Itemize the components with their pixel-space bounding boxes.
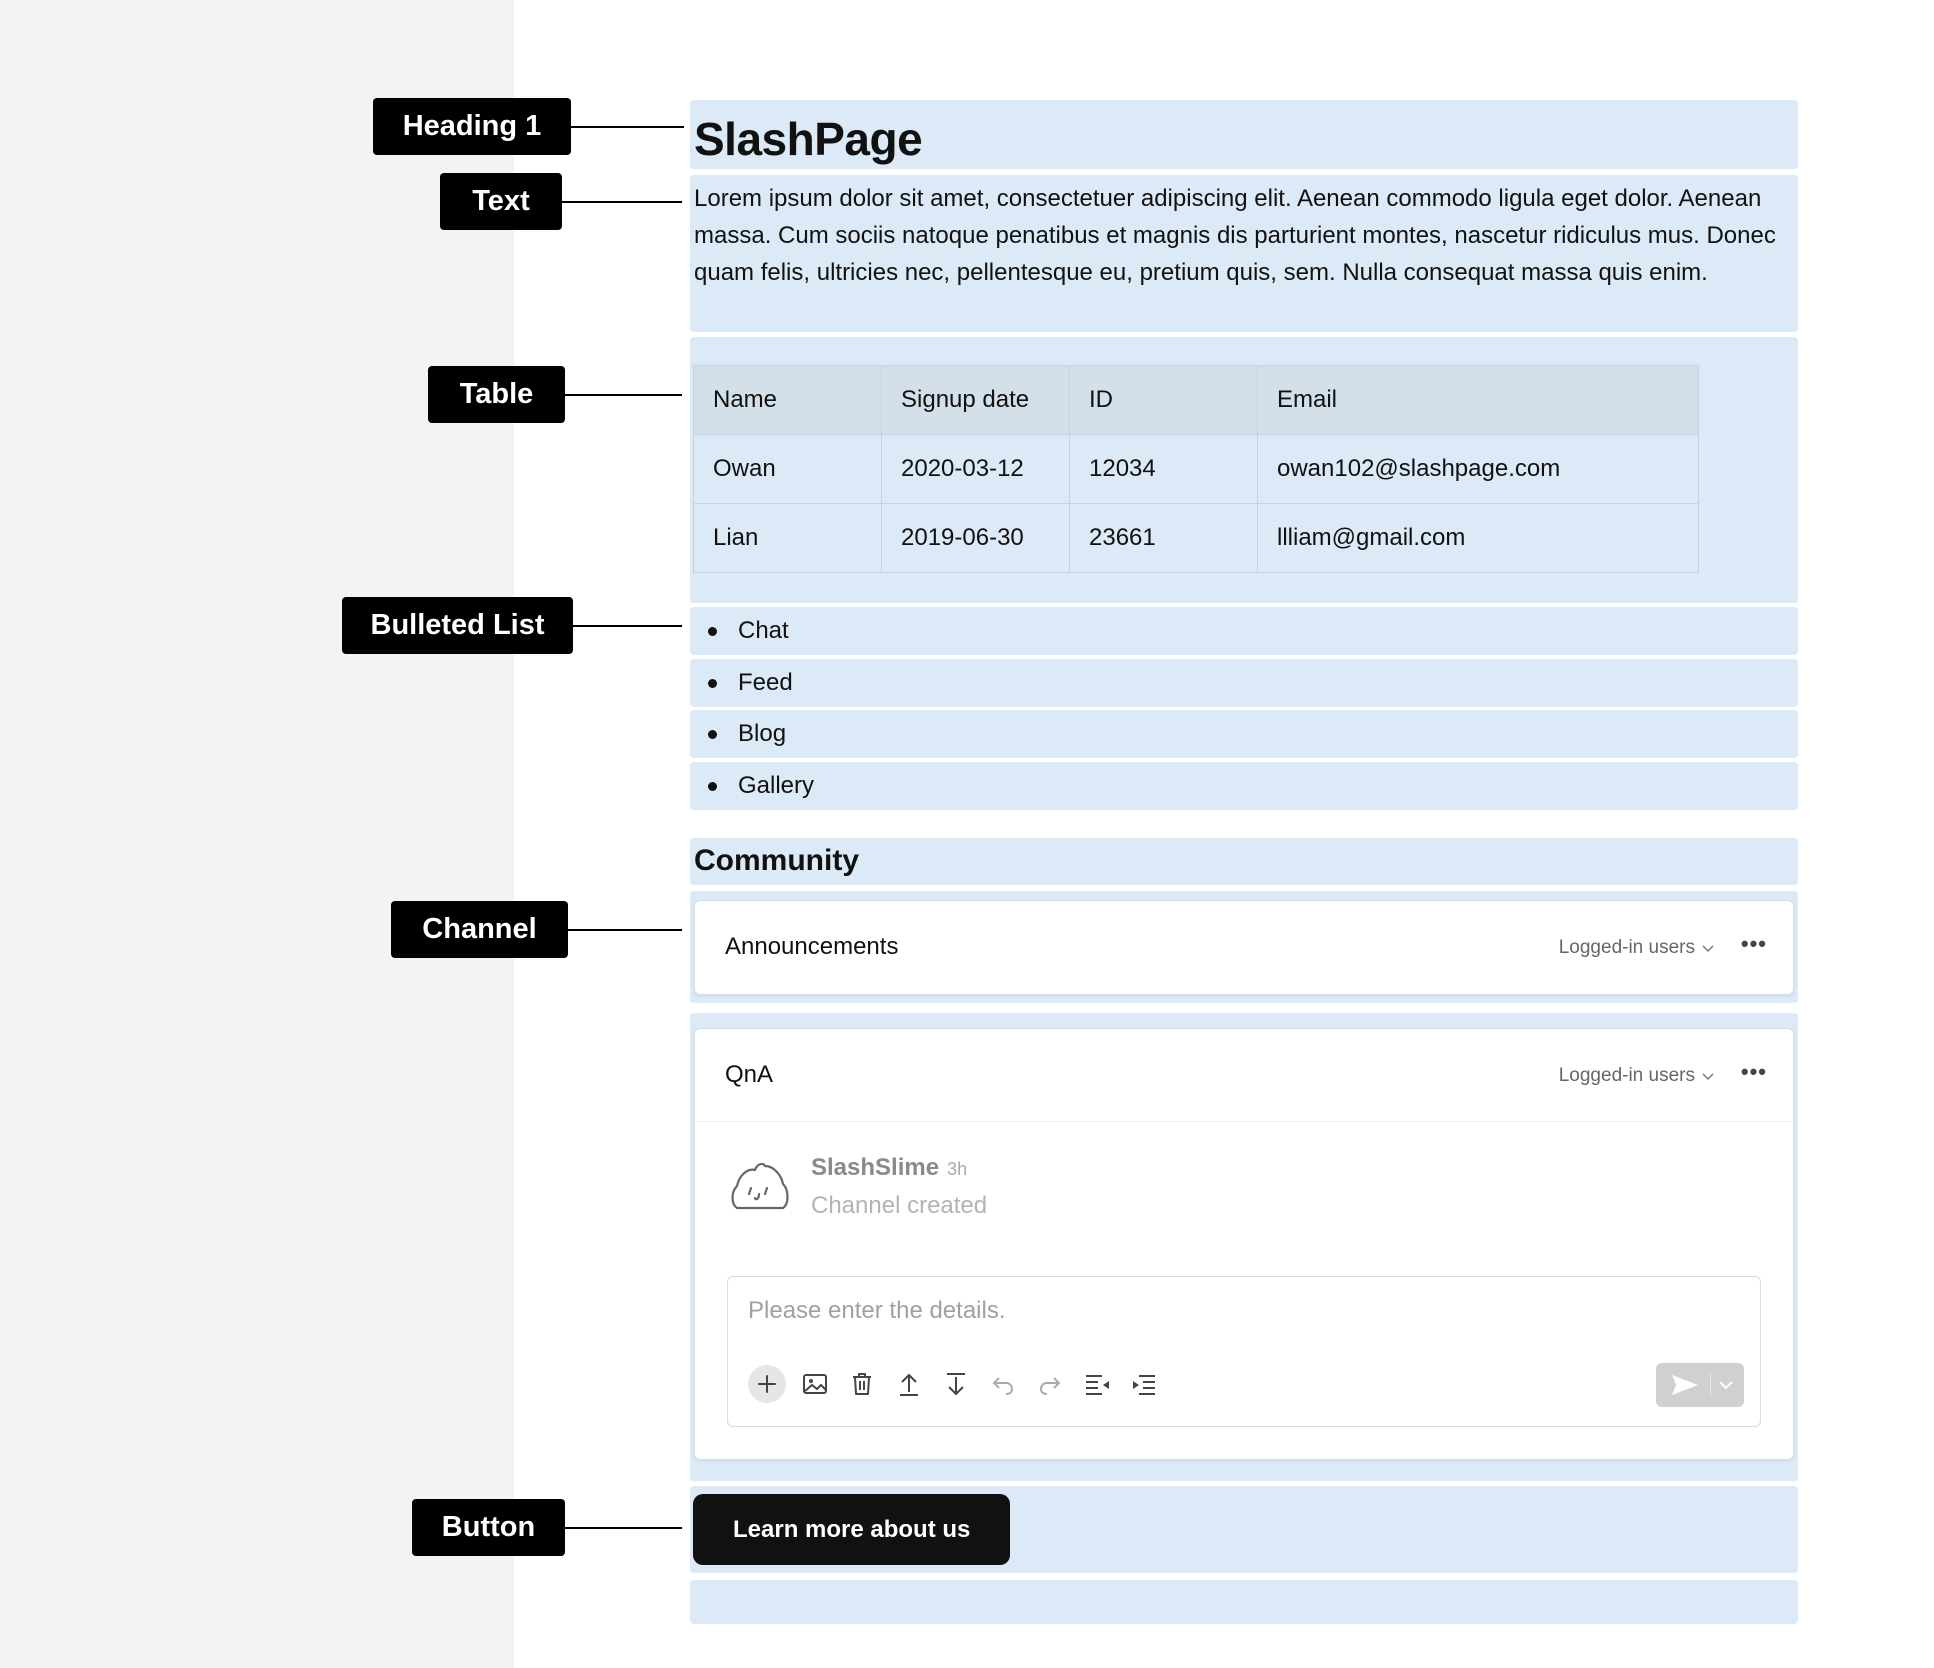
community-heading-block[interactable]: [690, 838, 1798, 885]
annotation-table-label: Table: [428, 366, 565, 423]
table-row: [694, 435, 1699, 504]
bullet-item[interactable]: [690, 710, 1798, 758]
move-down-icon[interactable]: [938, 1366, 974, 1402]
table-header-cell[interactable]: Name: [694, 366, 882, 435]
message-time: 3h: [947, 1159, 968, 1179]
learn-more-button[interactable]: Learn more about us: [693, 1494, 1010, 1565]
bullet-item[interactable]: [690, 659, 1798, 707]
table-header-cell[interactable]: Signup date: [882, 366, 1070, 435]
slime-avatar-icon: [729, 1158, 791, 1214]
table-cell[interactable]: 23661: [1070, 504, 1258, 573]
undo-icon[interactable]: [985, 1366, 1021, 1402]
data-table: [693, 365, 1699, 573]
message-body: Channel created: [811, 1192, 988, 1219]
annotation-table: [428, 366, 682, 423]
annotation-button: [412, 1499, 682, 1556]
bullet-text: Blog: [738, 720, 787, 747]
bullet-text: Chat: [738, 617, 789, 644]
visibility-label: Logged-in users: [1558, 937, 1695, 958]
annotation-button-label: Button: [412, 1499, 565, 1556]
table-header-cell[interactable]: Email: [1258, 366, 1699, 435]
channel-card: [694, 1028, 1794, 1460]
channel-block-qna[interactable]: [690, 1013, 1798, 1481]
message-composer: [727, 1276, 1761, 1427]
bullet-item[interactable]: [690, 607, 1798, 655]
annotation-connector: [565, 1527, 682, 1529]
channel-name[interactable]: Announcements: [725, 933, 899, 960]
annotation-heading: [373, 98, 684, 155]
indent-icon[interactable]: [1126, 1366, 1162, 1402]
bullet-item[interactable]: [690, 762, 1798, 810]
button-block[interactable]: [690, 1486, 1798, 1573]
message-input[interactable]: [748, 1297, 1448, 1325]
annotation-heading-label: Heading 1: [373, 98, 571, 155]
table-block[interactable]: [690, 337, 1798, 603]
table-row: [694, 504, 1699, 573]
annotation-channel: [391, 901, 682, 958]
composer-toolbar: [748, 1365, 1162, 1403]
author-name: SlashSlime: [811, 1154, 940, 1181]
chevron-down-icon: [1701, 943, 1715, 953]
send-icon: [1662, 1370, 1706, 1400]
move-up-icon[interactable]: [891, 1366, 927, 1402]
bullet-dot: [708, 730, 717, 739]
bullet-dot: [708, 679, 717, 688]
annotation-connector: [562, 201, 682, 203]
annotation-channel-label: Channel: [391, 901, 568, 958]
channel-name[interactable]: QnA: [725, 1061, 774, 1088]
section-heading: Community: [694, 844, 859, 877]
send-separator: [1710, 1374, 1711, 1396]
bullet-dot: [708, 782, 717, 791]
annotation-connector: [565, 394, 682, 396]
table-cell[interactable]: 2020-03-12: [882, 435, 1070, 504]
send-button[interactable]: [1656, 1363, 1744, 1407]
chevron-down-icon: [1701, 1071, 1715, 1081]
more-icon[interactable]: •••: [1740, 931, 1767, 956]
annotation-text: [440, 173, 682, 230]
more-icon[interactable]: •••: [1740, 1059, 1767, 1084]
table-header-cell[interactable]: ID: [1070, 366, 1258, 435]
empty-block[interactable]: [690, 1580, 1798, 1624]
outdent-icon[interactable]: [1079, 1366, 1115, 1402]
table-cell[interactable]: llliam@gmail.com: [1258, 504, 1699, 573]
annotation-connector: [571, 126, 684, 128]
table-cell[interactable]: owan102@slashpage.com: [1258, 435, 1699, 504]
text-block[interactable]: [690, 175, 1798, 332]
message-author[interactable]: [811, 1154, 967, 1182]
heading-block[interactable]: [690, 100, 1798, 169]
redo-icon[interactable]: [1032, 1366, 1068, 1402]
table-cell[interactable]: Lian: [694, 504, 882, 573]
table-header-row: [694, 366, 1699, 435]
bullet-text: Feed: [738, 669, 793, 696]
visibility-dropdown[interactable]: [1559, 1065, 1715, 1087]
visibility-label: Logged-in users: [1558, 1065, 1695, 1086]
page-title: SlashPage: [694, 113, 923, 165]
message-item: [695, 1122, 1793, 1278]
table-cell[interactable]: Owan: [694, 435, 882, 504]
channel-card: [694, 900, 1794, 995]
chevron-down-icon[interactable]: [1715, 1377, 1737, 1393]
bullet-dot: [708, 627, 717, 636]
bullet-text: Gallery: [738, 772, 815, 799]
plus-icon[interactable]: [748, 1365, 786, 1403]
visibility-dropdown[interactable]: [1559, 937, 1715, 959]
channel-header: [695, 1029, 1793, 1121]
annotation-bulleted-list-label: Bulleted List: [342, 597, 573, 654]
image-icon[interactable]: [797, 1366, 833, 1402]
table-cell[interactable]: 2019-06-30: [882, 504, 1070, 573]
channel-block-announcements[interactable]: [690, 891, 1798, 1003]
annotation-text-label: Text: [440, 173, 562, 230]
paragraph-text: Lorem ipsum dolor sit amet, consectetuer adipiscing elit. Aenean commodo ligula eget dolor. Aenean massa. Cum sociis natoque penatibus et magnis dis parturient montes, nascetur ridiculus mus. Donec quam felis, ultricies nec, pellentesque eu, pretium quis, sem. Nulla consequat massa quis enim.: [694, 185, 1776, 286]
annotation-connector: [568, 929, 682, 931]
trash-icon[interactable]: [844, 1366, 880, 1402]
channel-header: [695, 901, 1793, 993]
left-panel: [0, 0, 514, 1668]
annotation-connector: [573, 625, 682, 627]
table-cell[interactable]: 12034: [1070, 435, 1258, 504]
annotation-bulleted-list: [342, 597, 682, 654]
